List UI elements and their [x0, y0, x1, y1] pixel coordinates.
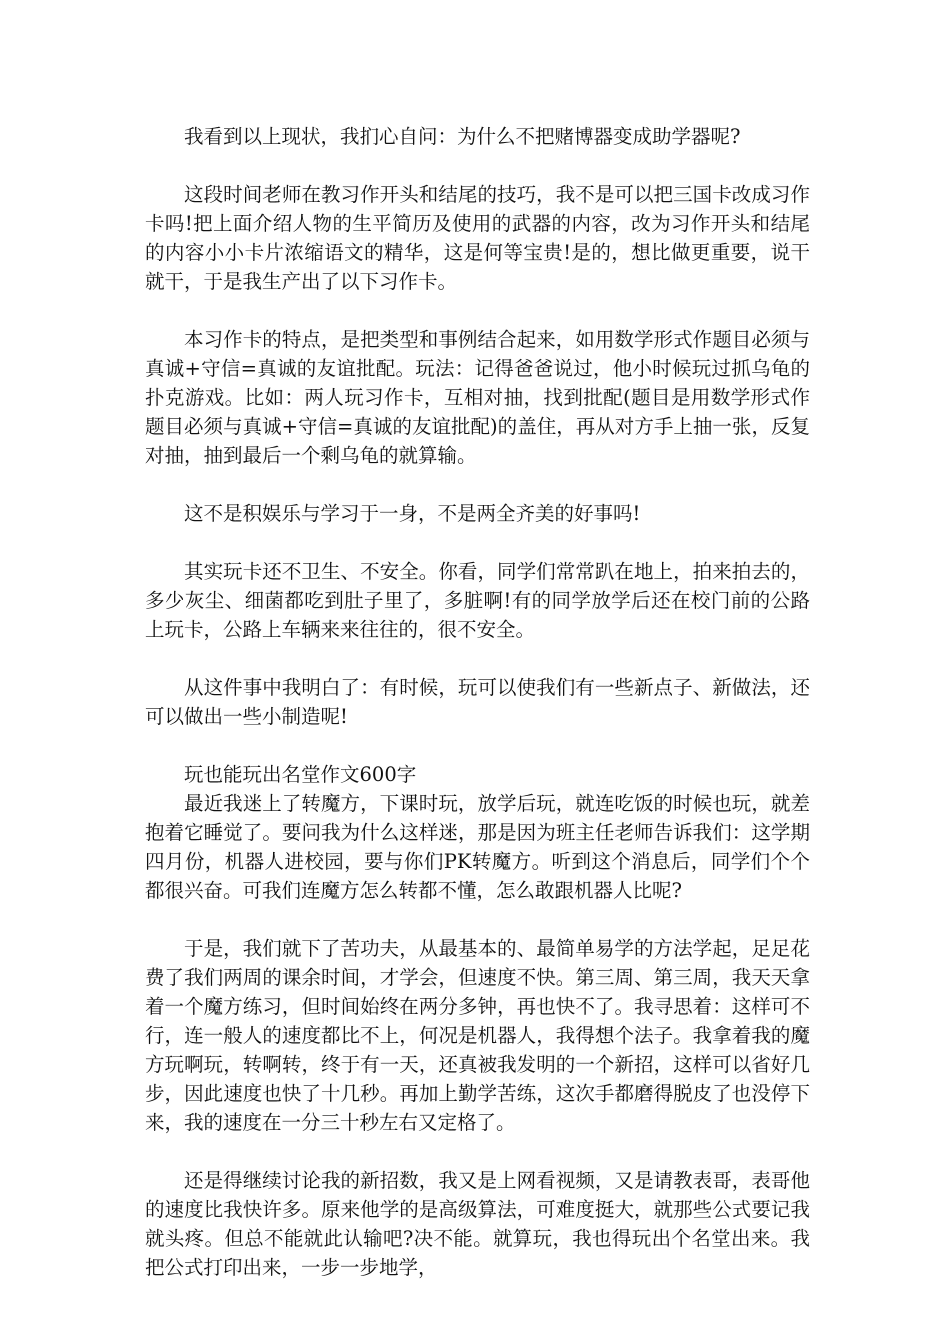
- paragraph-1: 我看到以上现状，我扪心自问：为什么不把赌博器变成助学器呢?: [184, 125, 741, 148]
- section-title: 玩也能玩出名堂作文600字: [184, 763, 417, 786]
- section-paragraph-3: 还是得继续讨论我的新招数，我又是上网看视频，又是请教表哥，表哥他的速度比我快许多。原来他学的是高级算法，可难度挺大，就那些公式要记我就头疼。但总不能就此认输吧?决不能。就算玩，我也得玩出个名堂出来。我把公式打印出来，一步一步地学，: [145, 1169, 810, 1279]
- document-body: [145, 122, 810, 1282]
- paragraph-5: 其实玩卡还不卫生、不安全。你看，同学们常常趴在地上，拍来拍去的，多少灰尘、细菌都吃到肚子里了，多脏啊!有的同学放学后还在校门前的公路上玩卡，公路上车辆来来往往的，很不安全。: [145, 560, 810, 641]
- paragraph-6: 从这件事中我明白了：有时候，玩可以使我们有一些新点子、新做法，还可以做出一些小制造呢!: [145, 676, 810, 728]
- section-paragraph-1: 最近我迷上了转魔方，下课时玩，放学后玩，就连吃饭的时候也玩，就差抱着它睡觉了。要问我为什么这样迷，那是因为班主任老师告诉我们：这学期四月份，机器人进校园，要与你们PK转魔方。听到这个消息后，同学们个个都很兴奋。可我们连魔方怎么转都不懂，怎么敢跟机器人比呢?: [145, 792, 810, 902]
- paragraph-4: 这不是积娱乐与学习于一身，不是两全齐美的好事吗!: [184, 502, 641, 525]
- paragraph-3: 本习作卡的特点，是把类型和事例结合起来，如用数学形式作题目必须与真诚+守信=真诚的友谊批配。玩法：记得爸爸说过，他小时候玩过抓乌龟的扑克游戏。比如：两人玩习作卡，互相对抽，找到批配(题目是用数学形式作题目必须与真诚+守信=真诚的友谊批配)的盖住，再从对方手上抽一张，反复对抽，抽到最后一个剩乌龟的就算输。: [145, 328, 810, 467]
- paragraph-2: 这段时间老师在教习作开头和结尾的技巧，我不是可以把三国卡改成习作卡吗!把上面介绍人物的生平简历及使用的武器的内容，改为习作开头和结尾的内容小小卡片浓缩语文的精华，这是何等宝贵!是的，想比做更重要，说干就干，于是我生产出了以下习作卡。: [145, 183, 810, 293]
- section-paragraph-2: 于是，我们就下了苦功夫，从最基本的、最简单易学的方法学起，足足花费了我们两周的课余时间，才学会，但速度不快。第三周、第三周，我天天拿着一个魔方练习，但时间始终在两分多钟，再也快不了。我寻思着：这样可不行，连一般人的速度都比不上，何况是机器人，我得想个法子。我拿着我的魔方玩啊玩，转啊转，终于有一天，还真被我发明的一个新招，这样可以省好几步，因此速度也快了十几秒。再加上勤学苦练，这次手都磨得脱皮了也没停下来，我的速度在一分三十秒左右又定格了。: [145, 937, 810, 1134]
